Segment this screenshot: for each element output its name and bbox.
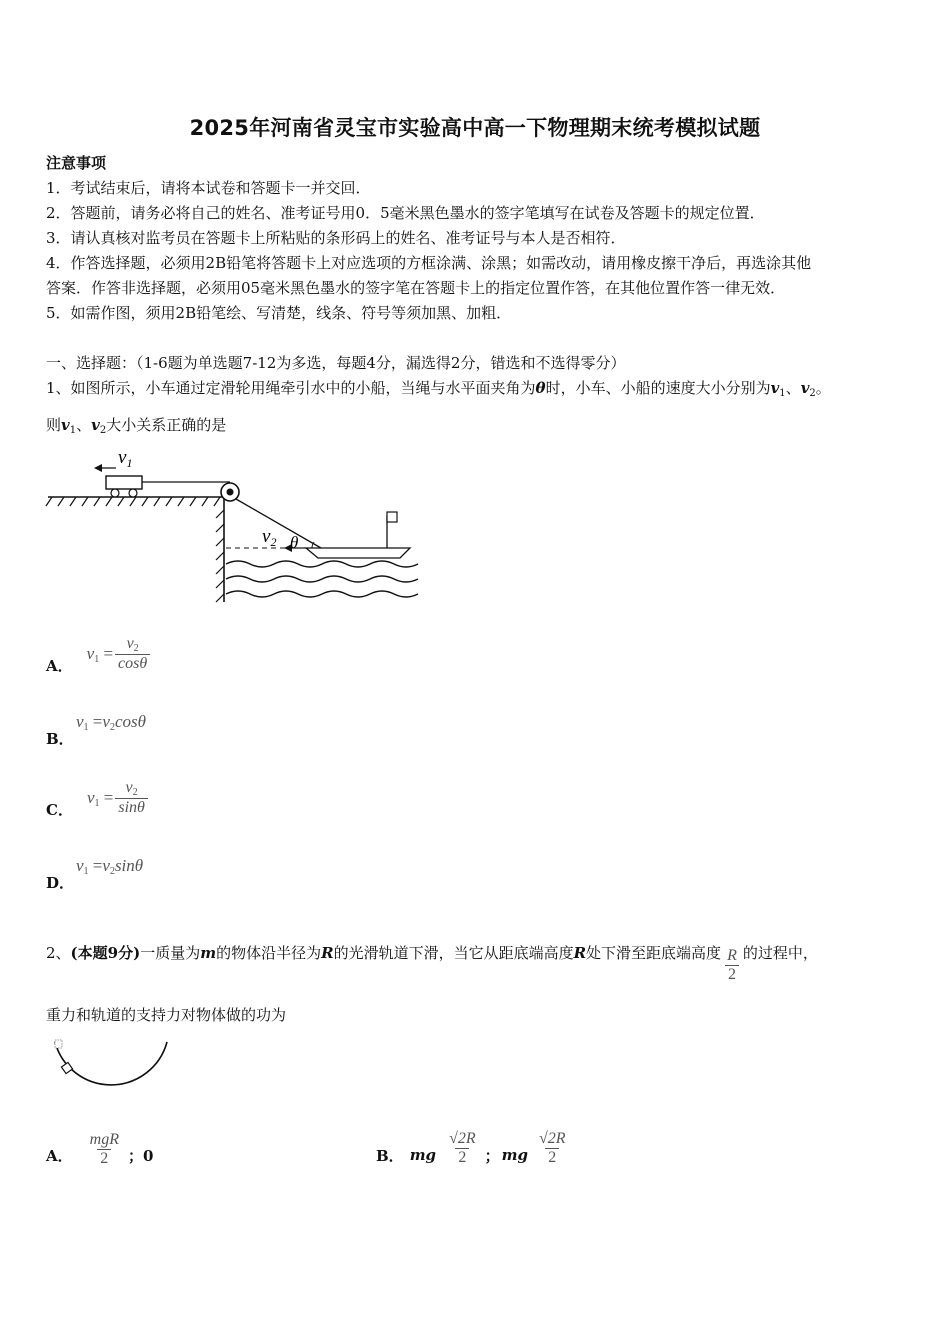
q1-option-c[interactable]: C． $v_1$ = $\frac{v_2}{\sin\theta}$ — [46, 774, 148, 822]
v2-label: $v_2$ — [262, 526, 277, 549]
q2-option-a[interactable]: A． $\frac{\text{mgR}}{2}$ ；0 — [46, 1130, 154, 1167]
q1-option-a[interactable]: A． $v_1$ = $\frac{v_2}{\cos\theta}$ — [46, 630, 150, 678]
notice-item: 答案．作答非选择题，必须用05毫米黑色墨水的签字笔在答题卡上的指定位置作答，在其他位置作答一律无效． — [46, 279, 786, 297]
notice-heading: 注意事项 — [46, 154, 107, 172]
theta-label: θ — [290, 533, 299, 552]
q1-stem-line1: 1、如图所示，小车通过定滑轮用绳牵引水中的小船，当绳与水平面夹角为θ时，小车、小船的速度大小分别为$v_1$、$v_2$。 — [46, 379, 831, 399]
q1-figure — [44, 442, 429, 607]
section-heading: 一、选择题：（1-6题为单选题7-12为多选，每题4分，漏选得2分，错选和不选得零分） — [46, 354, 626, 372]
notice-item: 4．作答选择题，必须用2B铅笔将答题卡上对应选项的方框涂满、涂黑；如需改动，请用橡皮擦干净后，再选涂其他 — [46, 254, 812, 272]
q2-stem-line1: 2、(本题9分)一质量为m的物体沿半径为R的光滑轨道下滑，当它从距底端高度R处下滑至距底端高度 $\frac{R}{2}$ 的过程中， — [46, 944, 818, 983]
v1-label: $v_1$ — [118, 447, 133, 470]
notice-item: 1．考试结束后，请将本试卷和答题卡一并交回． — [46, 179, 371, 197]
q1-stem-line2: 则$v_1$、$v_2$大小关系正确的是 — [46, 416, 227, 436]
q2-stem-line2: 重力和轨道的支持力对物体做的功为 — [46, 1006, 287, 1024]
q2-figure — [50, 1036, 174, 1102]
notice-item: 2．答题前，请务必将自己的姓名、准考证号用0．5毫米黑色墨水的签字笔填写在试卷及答题卡的规定位置． — [46, 204, 765, 222]
block — [61, 1062, 72, 1073]
page-title: 2025年河南省灵宝市实验高中高一下物理期末统考模拟试题 — [189, 116, 761, 140]
q2-option-b[interactable]: B． mg $\frac{√2R}{2}$ ； mg $\frac{√2R}{2}$ — [376, 1129, 566, 1166]
notice-item: 3．请认真核对监考员在答题卡上所粘贴的条形码上的姓名、准考证号与本人是否相符． — [46, 229, 626, 247]
track-arc — [55, 1042, 167, 1085]
notice-item: 5．如需作图，须用2B铅笔绘、写清楚，线条、符号等须加黑、加粗． — [46, 304, 512, 322]
boat — [306, 548, 410, 558]
cart — [106, 476, 142, 489]
